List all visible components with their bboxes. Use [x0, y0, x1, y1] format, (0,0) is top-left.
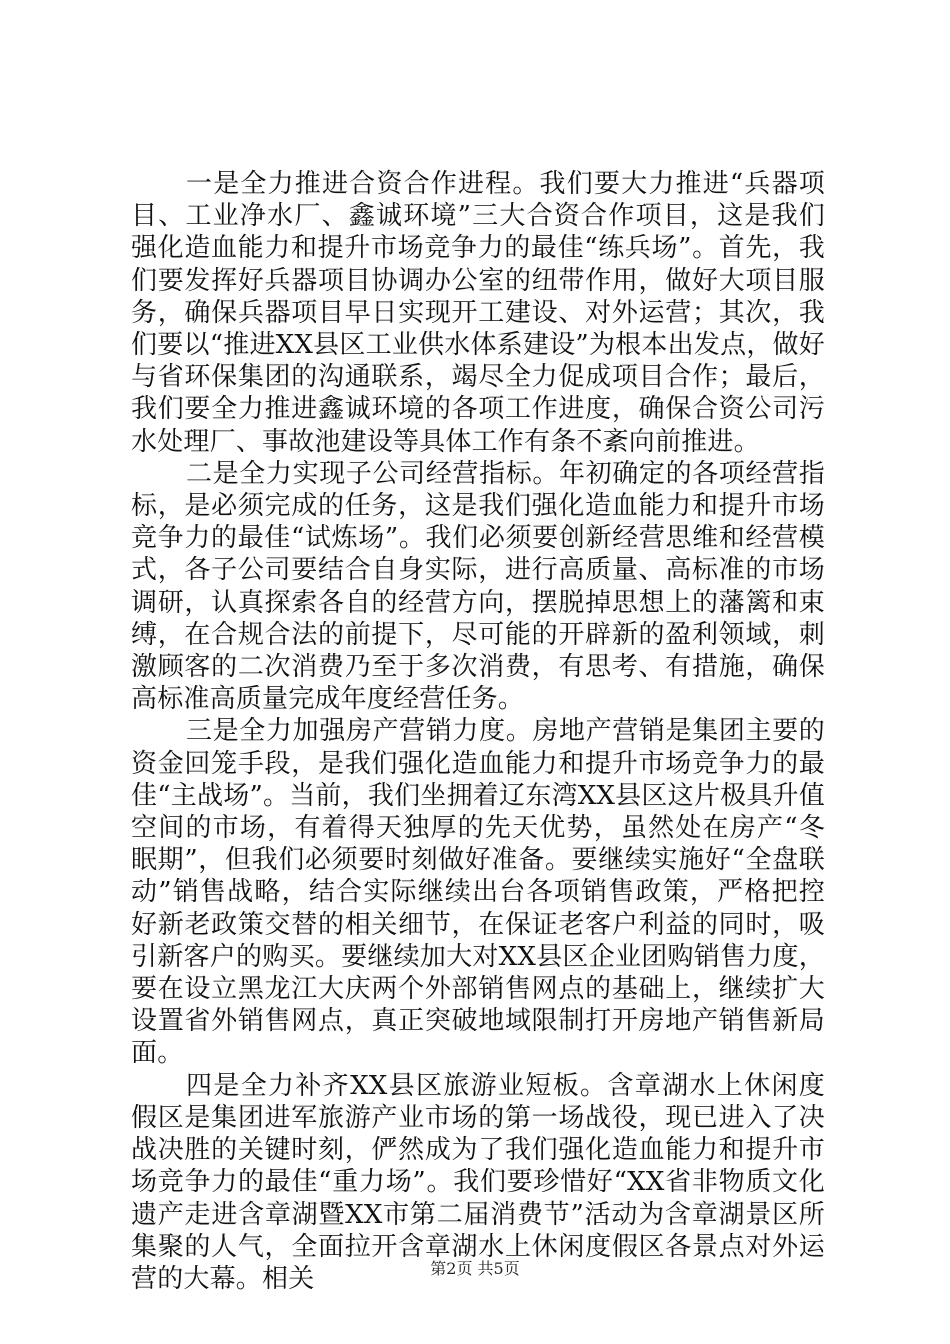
paragraph-2: 二是全力实现子公司经营指标。年初确定的各项经营指标，是必须完成的任务，这是我们强化造血能力和提升市场竞争力的最佳“试炼场”。我们必须要创新经营思维和经营模式，各子公司要结合自身实际，进行高质量、高标准的市场调研，认真探索各自的经营方向，摆脱掉思想上的藩篱和束缚，在合规合法的前提下，尽可能的开辟新的盈利领域，刺激顾客的二次消费乃至于多次消费，有思考、有措施，确保高标准高质量完成年度经营任务。 [131, 458, 825, 715]
paragraph-3: 三是全力加强房产营销力度。房地产营销是集团主要的资金回笼手段，是我们强化造血能力和提升市场竞争力的最佳“主战场”。当前，我们坐拥着辽东湾XX县区这片极具升值空间的市场，有着得天独厚的先天优势，虽然处在房产“冬眠期”，但我们必须要时刻做好准备。要继续实施好“全盘联动”销售战略，结合实际继续出台各项销售政策，严格把控好新老政策交替的相关细节，在保证老客户利益的同时，吸引新客户的购买。要继续加大对XX县区企业团购销售力度，要在设立黑龙江大庆两个外部销售网点的基础上，继续扩大设置省外销售网点，真正突破地域限制打开房地产销售新局面。 [131, 716, 825, 1069]
paragraph-1: 一是全力推进合资合作进程。我们要大力推进“兵器项目、工业净水厂、鑫诚环境”三大合资合作项目，这是我们强化造血能力和提升市场竞争力的最佳“练兵场”。首先，我们要发挥好兵器项目协调办公室的纽带作用，做好大项目服务，确保兵器项目早日实现开工建设、对外运营；其次，我们要以“推进XX县区工业供水体系建设”为根本出发点，做好与省环保集团的沟通联系，竭尽全力促成项目合作；最后，我们要全力推进鑫诚环境的各项工作进度，确保合资公司污水处理厂、事故池建设等具体工作有条不紊向前推进。 [131, 169, 825, 457]
document-body [131, 168, 825, 1295]
paragraph-4: 四是全力补齐XX县区旅游业短板。含章湖水上休闲度假区是集团进军旅游产业市场的第一场战役，现已进入了决战决胜的关键时刻，俨然成为了我们强化造血能力和提升市场竞争力的最佳“重力场”。我们要珍惜好“XX省非物质文化遗产走进含章湖暨XX市第二届消费节”活动为含章湖景区所集聚的人气，全面拉开含章湖水上休闲度假区各景点对外运营的大幕。相关 [131, 1070, 825, 1294]
page-footer: 第2页 共5页 [430, 1259, 520, 1278]
